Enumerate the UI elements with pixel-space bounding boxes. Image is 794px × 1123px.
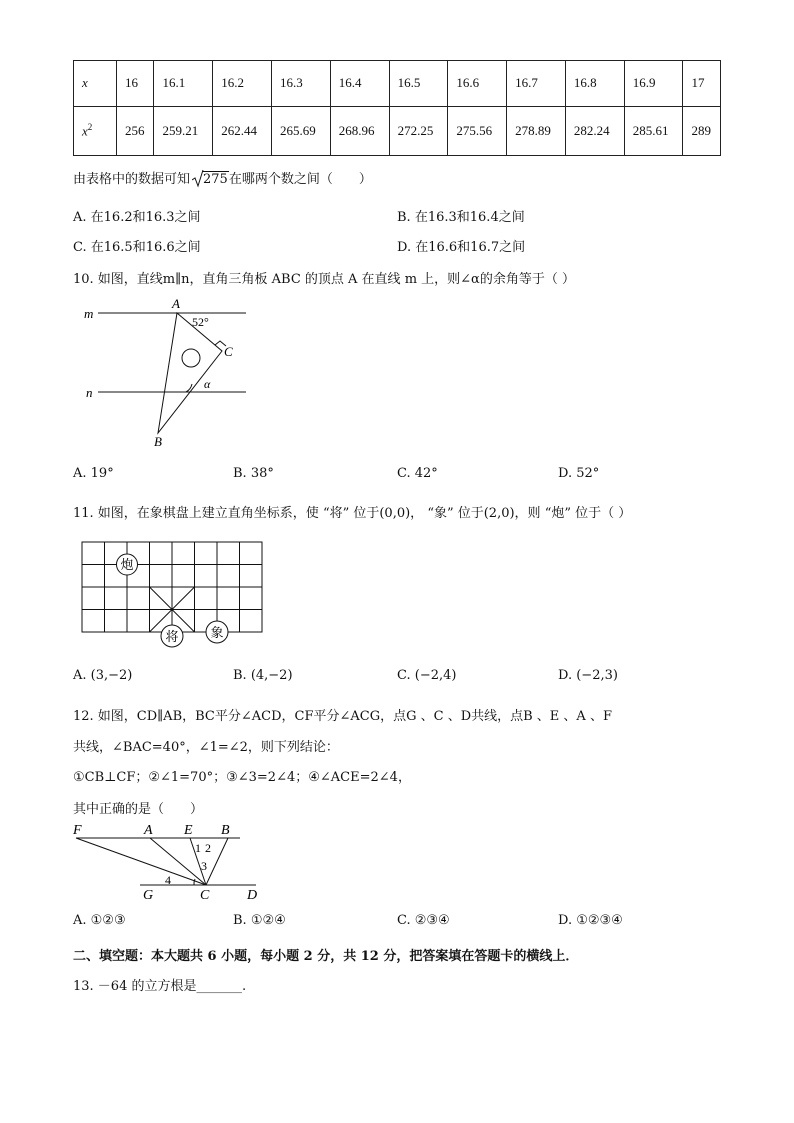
svg-text:炮: 炮 <box>120 558 134 573</box>
angle-3-label: 3 <box>201 859 207 873</box>
squares-table <box>73 60 721 156</box>
row-label-x2: $x^2$ <box>74 106 117 155</box>
table-cell: 16.3 <box>272 61 331 107</box>
q12-option-d[interactable]: D. ①②③④ <box>558 913 623 928</box>
q11-option-a[interactable]: A. (3,−2) <box>73 668 133 683</box>
table-cell: 275.56 <box>448 106 507 155</box>
q10-stem: 10. 如图，直线m∥n，直角三角板 ABC 的顶点 A 在直线 m 上，则∠α的余角等于（ ） <box>73 272 575 287</box>
segment-cf <box>76 838 206 885</box>
q9-option-c[interactable]: C. 在16.5和16.6之间 <box>73 240 201 255</box>
q10-option-c[interactable]: C. 42° <box>397 466 438 481</box>
piece-pao <box>117 554 138 575</box>
label-c: C <box>224 344 233 359</box>
svg-text:象: 象 <box>210 626 224 641</box>
angle-1-label: 1 <box>195 841 201 855</box>
table-cell: 256 <box>117 106 154 155</box>
label-f: F <box>73 823 82 838</box>
table-cell: 265.69 <box>272 106 331 155</box>
table-cell: 16.2 <box>213 61 272 107</box>
label-a: A <box>144 823 153 838</box>
angle-2-label: 2 <box>205 841 211 855</box>
table-cell: 16.5 <box>389 61 448 107</box>
q12-parallel-figure <box>70 822 270 902</box>
row-label-x: x <box>74 61 117 107</box>
table-row-x2 <box>74 106 721 155</box>
table-cell: 282.24 <box>565 106 624 155</box>
q9-option-b[interactable]: B. 在16.3和16.4之间 <box>397 210 525 225</box>
label-e: E <box>184 823 193 838</box>
triangle-hole <box>182 349 200 367</box>
table-cell: 262.44 <box>213 106 272 155</box>
label-n: n <box>86 385 93 400</box>
angle-52-label: 52° <box>192 315 209 329</box>
q12-conclusions: ①CB⊥CF；②∠1=70°；③∠3=2∠4；④∠ACE=2∠4， <box>73 770 411 785</box>
q9-option-d[interactable]: D. 在16.6和16.7之间 <box>397 240 526 255</box>
alpha-label: α <box>204 377 211 391</box>
table-row-x <box>74 61 721 107</box>
label-c: C <box>200 888 210 902</box>
table-cell: 285.61 <box>624 106 683 155</box>
q9-option-a[interactable]: A. 在16.2和16.3之间 <box>73 210 201 225</box>
q10-option-a[interactable]: A. 19° <box>73 466 114 481</box>
q12-option-b[interactable]: B. ①②④ <box>233 913 286 928</box>
radical-sign-icon <box>192 169 204 189</box>
q12-stem-line3: 其中正确的是（ ） <box>73 802 204 817</box>
q12-stem-line2: 共线，∠BAC=40°，∠1=∠2，则下列结论： <box>73 740 339 755</box>
table-cell: 16.4 <box>330 61 389 107</box>
q12-stem-line1: 12. 如图，CD∥AB，BC平分∠ACD，CF平分∠ACG，点G 、C 、D共线，点B 、E 、A 、F <box>73 709 612 724</box>
table-cell: 16.6 <box>448 61 507 107</box>
q11-option-b[interactable]: B. (4,−2) <box>233 668 293 683</box>
angle-4-arc <box>194 879 195 885</box>
table-cell: 278.89 <box>507 106 566 155</box>
table-cell: 16.8 <box>565 61 624 107</box>
label-m: m <box>84 306 94 321</box>
q11-option-c[interactable]: C. (−2,4) <box>397 668 457 683</box>
q12-option-c[interactable]: C. ②③④ <box>397 913 450 928</box>
label-d: D <box>247 888 258 902</box>
q11-option-d[interactable]: D. (−2,3) <box>558 668 618 683</box>
label-b: B <box>221 823 230 838</box>
piece-xiang <box>206 621 228 643</box>
q9-stem: 由表格中的数据可知 275在哪两个数之间（ ） <box>73 168 372 187</box>
table-cell: 16.7 <box>507 61 566 107</box>
table-cell: 289 <box>683 106 721 155</box>
svg-text:将: 将 <box>165 630 179 645</box>
table-cell: 259.21 <box>154 106 213 155</box>
q11-stem: 11. 如图，在象棋盘上建立直角坐标系，使 “将” 位于(0,0)， “象” 位于(2,0)，则 “炮” 位于（ ） <box>73 506 632 521</box>
table-cell: 268.96 <box>330 106 389 155</box>
table-cell: 16 <box>117 61 154 107</box>
q10-option-d[interactable]: D. 52° <box>558 466 600 481</box>
table-cell: 17 <box>683 61 721 107</box>
table-cell: 16.1 <box>154 61 213 107</box>
q12-option-a[interactable]: A. ①②③ <box>73 913 126 928</box>
label-b: B <box>154 434 162 449</box>
chessboard-figure <box>78 540 268 652</box>
table-cell: 16.9 <box>624 61 683 107</box>
q10-triangle-figure <box>78 292 258 452</box>
label-a: A <box>172 296 180 311</box>
triangle-abc <box>158 313 222 433</box>
sqrt-expression: 275 <box>192 172 229 187</box>
section-heading-fill-in: 二、填空题：本大题共 6 小题，每小题 2 分，共 12 分，把答案填在答题卡的横线上． <box>73 949 579 964</box>
angle-4-label: 4 <box>165 873 171 887</box>
q10-option-b[interactable]: B. 38° <box>233 466 274 481</box>
label-g: G <box>143 888 154 902</box>
table-cell: 272.25 <box>389 106 448 155</box>
q13-stem: 13. －64 的立方根是_______. <box>73 979 247 994</box>
piece-jiang <box>161 625 183 647</box>
